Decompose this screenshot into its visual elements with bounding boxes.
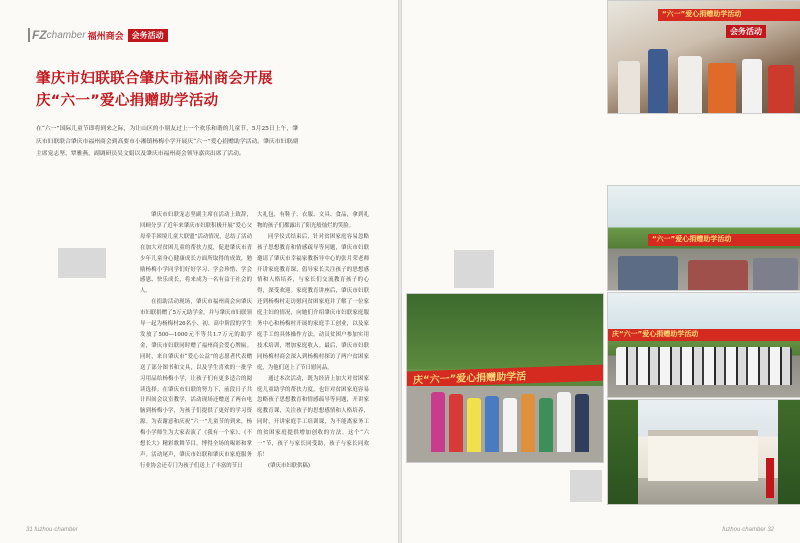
brand-name: 福州商会 [87, 31, 124, 42]
person [557, 392, 571, 452]
person [467, 398, 481, 452]
brand-chamber: chamber [46, 29, 86, 41]
paragraph: 肇庆市妇联宠志坚副主席在活动上致辞，回顾分享了近年来肇庆市妇联积极开展“爱心父母牵手困境儿童大联盟”活动情况，总结了活动在加大对贫困儿童的帮扶力度，促进肇庆市青少年儿童身心健康成长方面所取得的成效，勉励杨梅小学同学们好好学习、学会珍惜、学会感恩、快乐成长，将来成为一名有益于社会的人。 [140, 212, 252, 295]
paragraph: 通过本次活动，既为经济上加大对贫困家庭儿童助学的帮扶力度，也针对贫困家庭容易忽略孩子思想教育和情感疏导等问题，开讲家庭教育课，关注孩子的思想感情和人格培养，同时，开讲家庭手工培训课，为不能离家务工的贫困家庭提供增加创收的方法。这个“六一”节，孩子与家长同受助，孩子与家长同欢乐！ [257, 375, 369, 458]
paragraph: 大礼包，有鞋子、衣服、文具、食品，拿到礼物的孩子们都露出了阳光般灿烂的笑脸。 [257, 212, 369, 229]
paragraph: 在捐助活动现场，肇庆市福州商会向肇庆市妇联捐赠了5万元助学金，并与肇庆市妇联领导一起为杨梅村26名小、初、高中阶段的学生发放了500—1000元不等共1.7万元的助学金，肇庆市妇联同时赠了福州商会爱心牌匾。同时，来自肇庆市“爱心公益”的志愿者代表赠送了部分图书和文具，以及学生喜欢的一批学习用品给杨梅小学，让孩子们有更多适合的阅读选择。在肇庆市妇联的努力下，前段日子共计四间会议室教学，活动现场还赠送了两台电脑到杨梅小学，为孩子们提供了更好的学习资源。为表谢意和庆祝“六一”儿童节的到来，杨梅小学师生为大家表演了《我有一个家》、《不想长大》精彩歌舞节目，博得全场的喝彩和掌声。活动尾声，肇庆市妇联和肇庆市家庭服务行业协会还专门为孩子们送上了丰富的节日 [140, 299, 252, 469]
photo-children-gifts [607, 0, 800, 114]
decorative-box [570, 470, 602, 502]
photo-children-certificates [406, 293, 604, 463]
photo-school-building [607, 399, 800, 505]
title-line-2: 庆“六一”爱心捐赠助学活动 [36, 93, 219, 109]
decorative-box [454, 250, 494, 288]
photo-banner: “六一”爱心捐赠助学活动 [648, 234, 800, 246]
person [768, 65, 794, 113]
tree [608, 400, 638, 504]
crowd [753, 258, 798, 290]
section-tag: 会务活动 [128, 29, 168, 42]
brand-header [28, 28, 168, 42]
photo-banner: 庆“六一”爱心捐赠助学活 [407, 364, 604, 387]
person [521, 394, 535, 452]
left-page [0, 0, 398, 543]
photo-group-adults [607, 292, 800, 398]
photo-tag: 会务活动 [726, 25, 766, 38]
person [485, 396, 499, 452]
source-note: (肇庆市妇联供稿) [268, 462, 310, 469]
person [449, 394, 463, 452]
article-title [36, 68, 356, 112]
title-line-1: 肇庆市妇联联合肇庆市福州商会开展 [36, 71, 273, 87]
page-number-right: fuzhou·chamber 32 [722, 527, 774, 533]
person [618, 61, 640, 113]
crowd [688, 260, 748, 290]
person [431, 392, 445, 452]
person [742, 59, 762, 113]
photo-banner: “六一”爱心捐赠助学活动 [658, 9, 800, 21]
person [648, 49, 668, 113]
brand-fz: FZ [28, 28, 47, 42]
article-column-1 [140, 210, 252, 472]
article-column-2 [257, 210, 369, 472]
right-page [402, 0, 800, 543]
person [575, 394, 589, 452]
group-people [616, 347, 792, 385]
person [678, 56, 702, 113]
photo-ceremony-crowd [607, 185, 800, 291]
person [708, 63, 736, 113]
person [503, 398, 517, 452]
page-number-left: 31 fuzhou·chamber [26, 527, 78, 533]
person [539, 398, 553, 452]
decorative-box [58, 248, 106, 278]
red-pillar [766, 458, 774, 498]
trees-background [407, 294, 603, 369]
article-lead: 在“六一”国际儿童节即将到来之际，为让山区的小朋友过上一个欢乐和谐的儿童节，5月25日上午，肇庆市妇联联合肇庆市福州商会到高要市小湘镇杨梅小学开展庆“六一”爱心捐赠助学活动。肇庆市妇联副主席宠志坚、覃雅燕，副调研员吴文娟以及肇庆市福州商会领导嘉宾出席了活动。 [36, 126, 298, 157]
school-building [648, 430, 758, 481]
paragraph: 同学仪式结束后，针对贫困家庭容易忽略孩子思想教育和情感疏导等问题，肇庆市妇联邀请了肇庆市幸福家教指导中心的张月荣老师开讲家庭教育课，倡导家长关注孩子的思想感情和人格培养，与家长们交流教育孩子的心得，深受欢迎。家庭教育讲座后，肇庆市妇联还到杨梅村走访慰问贫困家庭并了解了一位家庭主妇的情况，向她们介绍肇庆市妇联家庭服务中心和杨梅村开展的家庭手工创业，以及家庭手工的具体操作方法，动员贫困户参加实用技术培训，增加家庭收入。最后，肇庆市妇联同杨梅村商会深入到杨梅村探访了两户贫困家庭，为他们送上了节日慰问品。 [257, 233, 369, 371]
crowd [618, 256, 678, 290]
photo-banner: 庆“六一”爱心捐赠助学活动 [608, 329, 800, 341]
tree [778, 400, 800, 504]
